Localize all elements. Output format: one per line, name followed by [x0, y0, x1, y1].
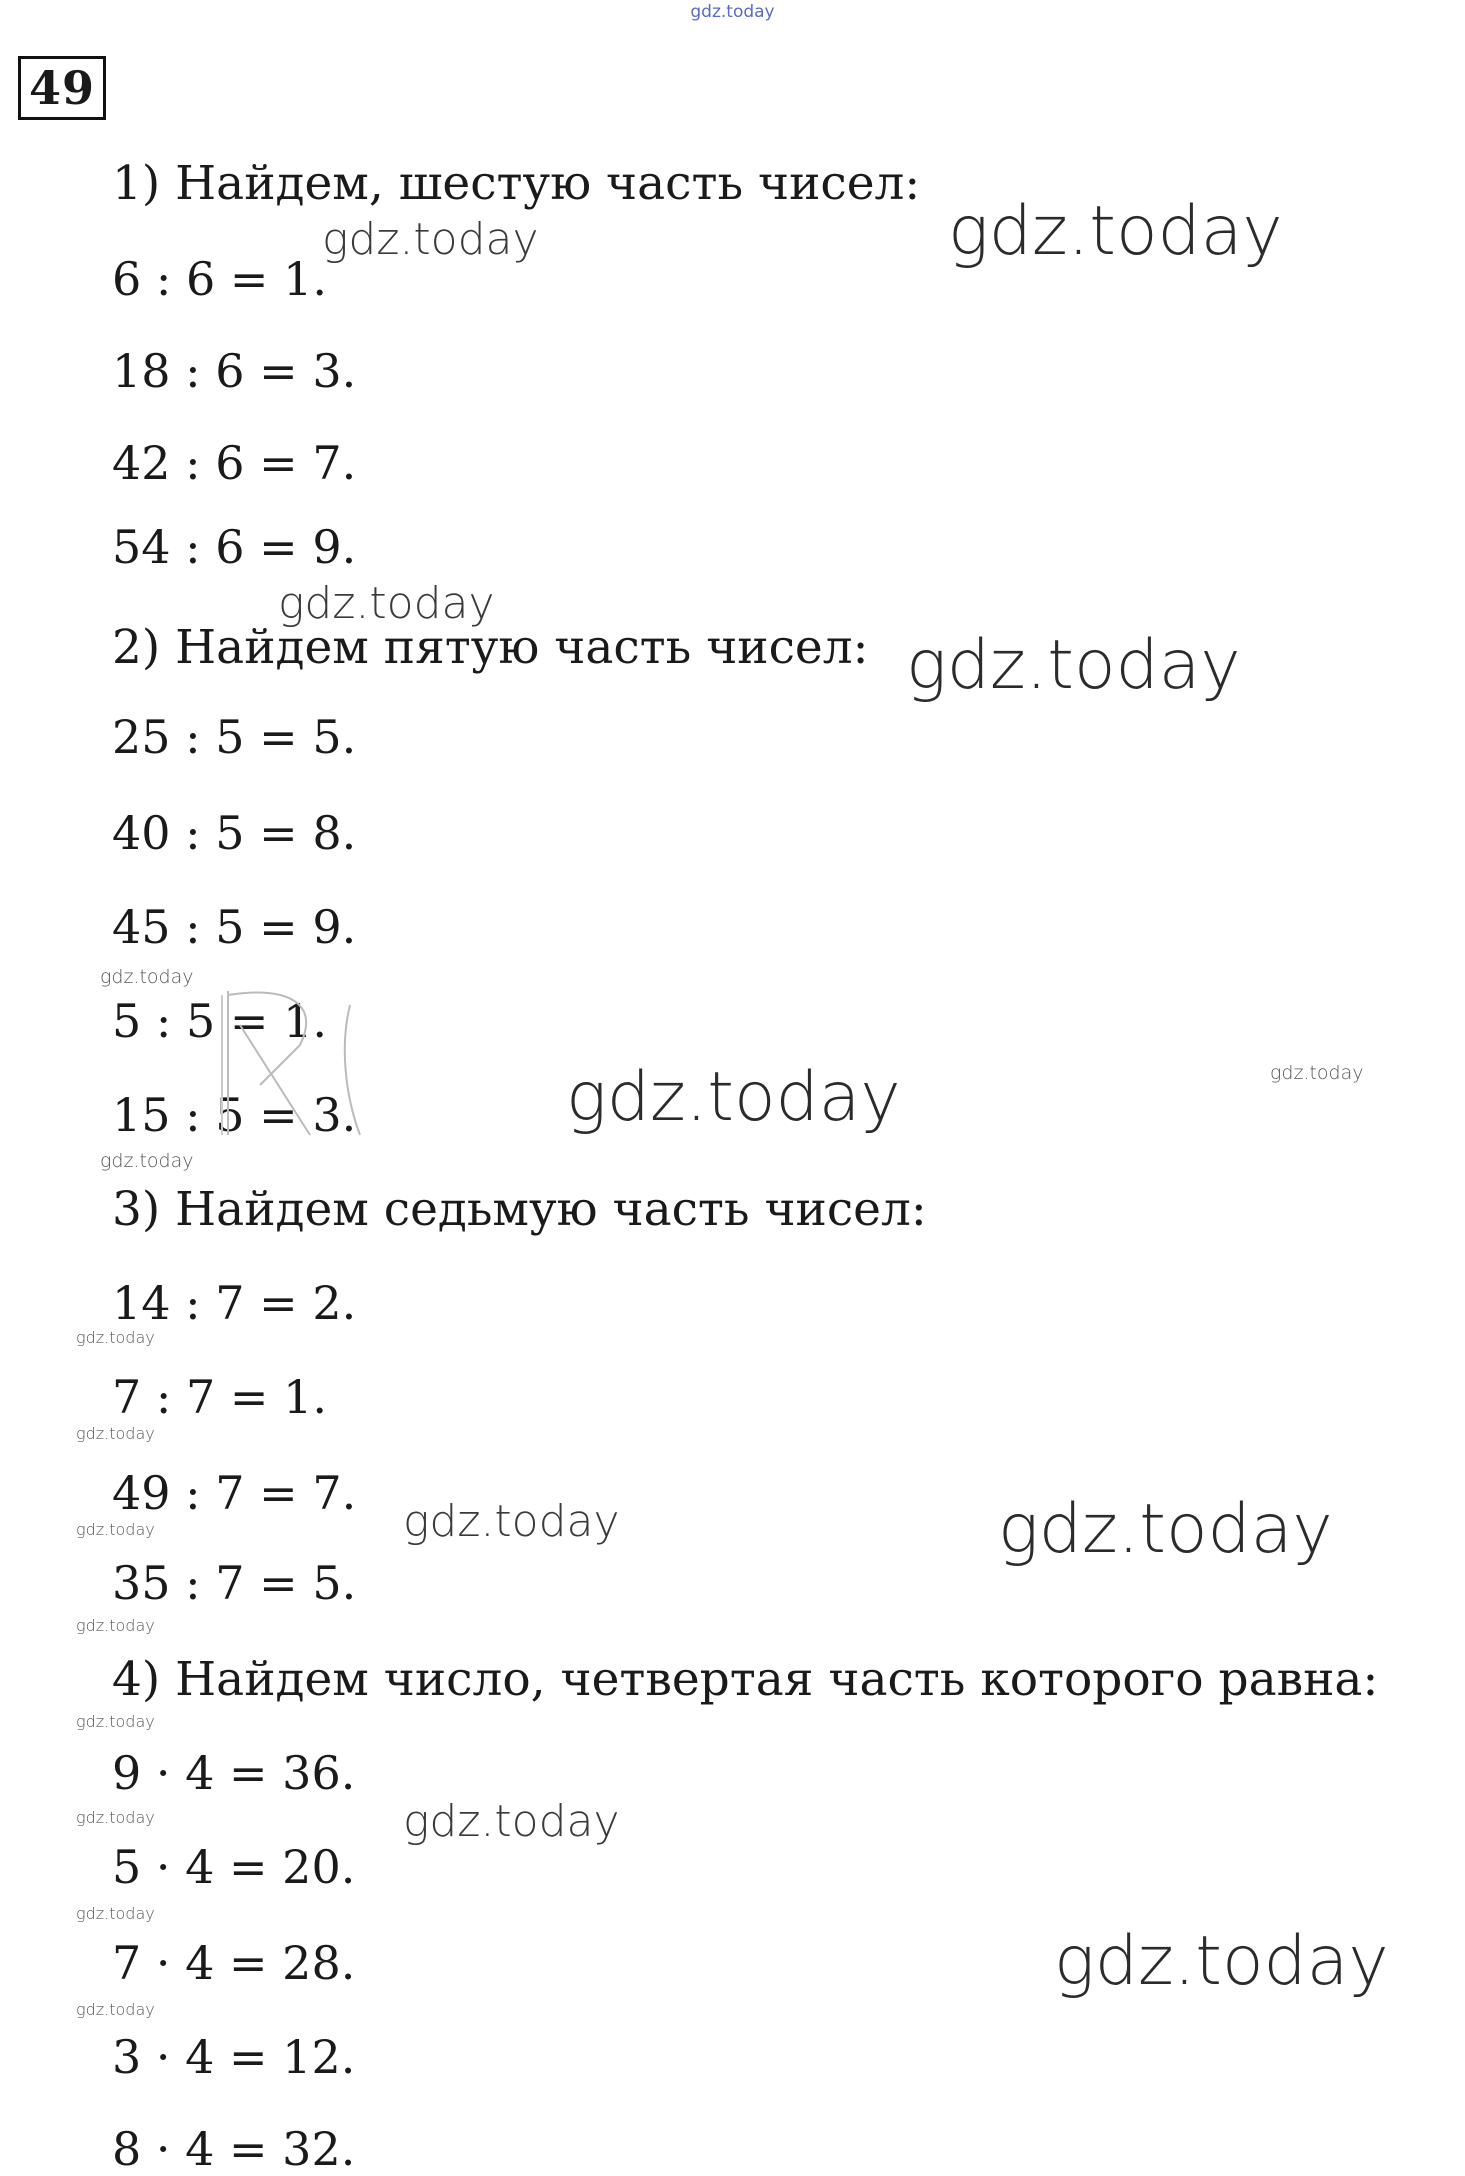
equation-line: 42 : 6 = 7.	[112, 436, 357, 490]
watermark: gdz.today	[76, 2000, 155, 2019]
equation-line: 8 · 4 = 32.	[112, 2122, 356, 2176]
watermark: gdz.today	[566, 1058, 901, 1137]
section-4-heading: 4) Найдем число, четвертая часть которого равна:	[112, 1652, 1379, 1707]
equation-line: 5 : 5 = 1.	[112, 994, 327, 1048]
equation-line: 49 : 7 = 7.	[112, 1466, 357, 1520]
equation-line: 45 : 5 = 9.	[112, 900, 357, 954]
watermark: gdz.today	[403, 1496, 620, 1547]
watermark: gdz.today	[906, 626, 1241, 705]
equation-line: 54 : 6 = 9.	[112, 520, 357, 574]
watermark: gdz.today	[76, 1616, 155, 1635]
watermark: gdz.today	[76, 1328, 155, 1347]
equation-line: 15 : 5 = 3.	[112, 1088, 357, 1142]
equation-line: 25 : 5 = 5.	[112, 710, 357, 764]
watermark: gdz.today	[76, 1520, 155, 1539]
scribble-artifact	[200, 985, 380, 1155]
watermark: gdz.today	[948, 192, 1283, 271]
equation-line: 40 : 5 = 8.	[112, 806, 357, 860]
watermark: gdz.today	[100, 1150, 194, 1172]
equation-line: 14 : 7 = 2.	[112, 1276, 357, 1330]
watermark: gdz.today	[76, 1808, 155, 1827]
problem-number: 49	[18, 56, 106, 120]
equation-line: 3 · 4 = 12.	[112, 2030, 356, 2084]
equation-line: 9 · 4 = 36.	[112, 1746, 356, 1800]
watermark: gdz.today	[998, 1490, 1333, 1569]
equation-line: 6 : 6 = 1.	[112, 252, 327, 306]
watermark: gdz.today	[278, 578, 495, 629]
equation-line: 35 : 7 = 5.	[112, 1556, 357, 1610]
equation-line: 18 : 6 = 3.	[112, 344, 357, 398]
watermark: gdz.today	[1054, 1922, 1389, 2001]
equation-line: 5 · 4 = 20.	[112, 1840, 356, 1894]
watermark: gdz.today	[403, 1796, 620, 1847]
watermark: gdz.today	[76, 1712, 155, 1731]
watermark: gdz.today	[1270, 1062, 1364, 1084]
section-2-heading: 2) Найдем пятую часть чисел:	[112, 620, 869, 675]
section-3-heading: 3) Найдем седьмую часть чисел:	[112, 1182, 927, 1237]
watermark: gdz.today	[322, 214, 539, 265]
watermark: gdz.today	[100, 966, 194, 988]
watermark: gdz.today	[76, 1904, 155, 1923]
top-watermark: gdz.today	[690, 2, 775, 22]
equation-line: 7 · 4 = 28.	[112, 1936, 356, 1990]
section-1-heading: 1) Найдем, шестую часть чисел:	[112, 156, 921, 211]
watermark: gdz.today	[76, 1424, 155, 1443]
equation-line: 7 : 7 = 1.	[112, 1370, 327, 1424]
